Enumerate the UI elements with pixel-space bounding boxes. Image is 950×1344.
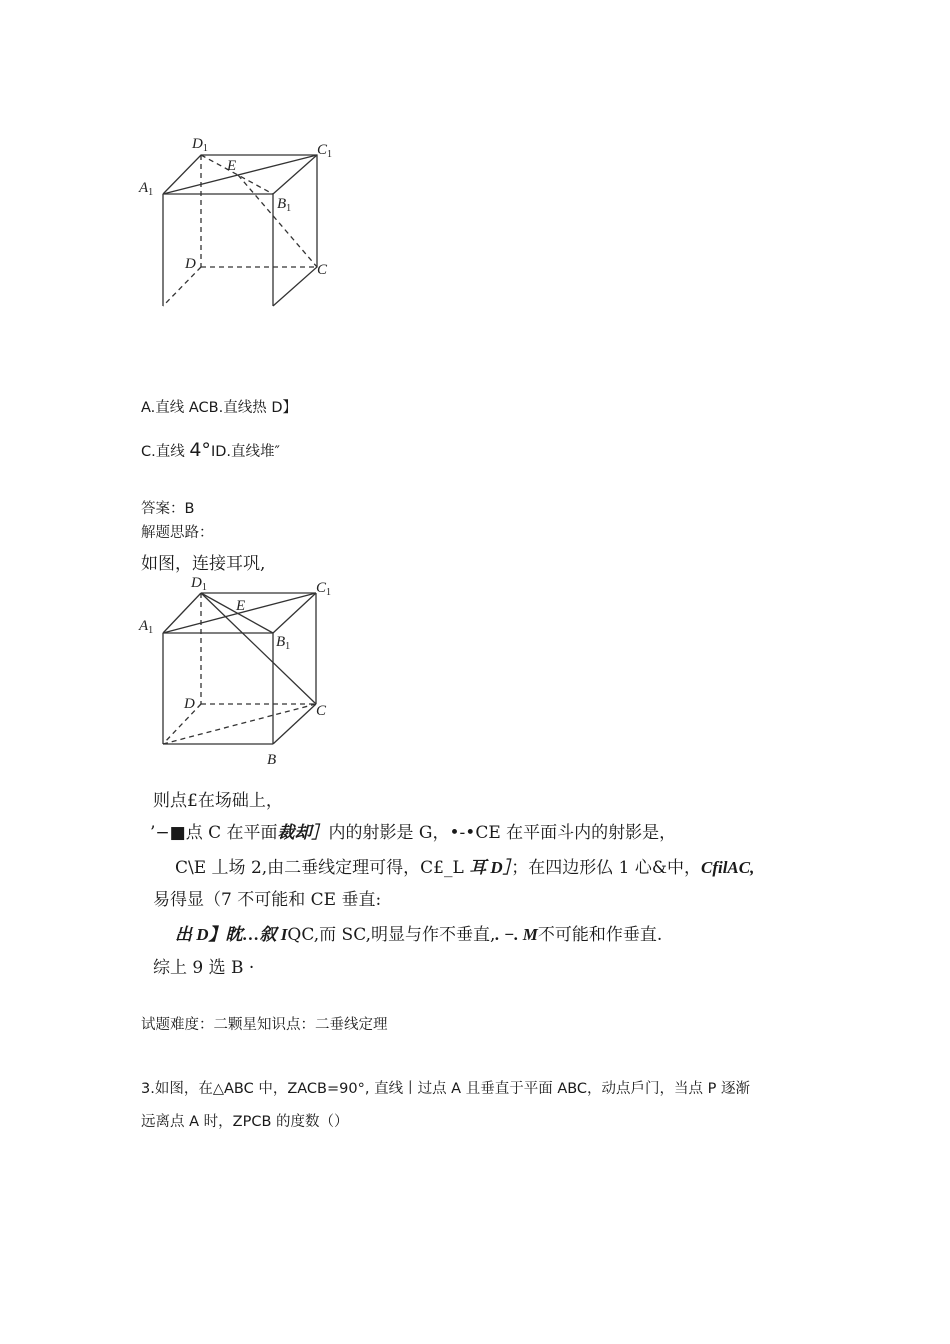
solution-line-2-b: 裁却］	[277, 823, 329, 842]
solution-line-5-c: . −. M	[495, 925, 538, 944]
solution-line-1: 则点£在场础上，	[153, 791, 283, 811]
label-b1: $B_1$	[276, 634, 291, 652]
answer-label: 答案：B	[141, 501, 195, 517]
solution-line-3-c: ；在四边形仏 1 心&中，	[511, 858, 701, 878]
cube2-edge-da	[163, 704, 201, 744]
cube2-edge-a1d1	[163, 593, 201, 633]
label-c: C	[316, 703, 327, 719]
solution-line-3	[175, 853, 754, 878]
option-d-text: ID.直线堆″	[210, 444, 280, 460]
option-c-prefix: C.直线	[141, 444, 190, 460]
cube1-diagonal-a1c1	[163, 155, 317, 194]
solution-line-2-a: ’−■点 C 在平面	[150, 823, 278, 843]
cube-figure-1	[135, 132, 350, 312]
solution-line-3-a: C\E 丄场 2,由二垂线定理可得，C£_L	[175, 858, 470, 878]
solution-line-5-a: 出 D】眈…叙 I	[175, 925, 288, 944]
thinking-label: 解题思路：	[141, 525, 214, 541]
answer-intro: 如图，连接耳巩,	[141, 554, 266, 574]
label-b: B	[267, 752, 277, 768]
label-d: D	[184, 696, 195, 712]
cube1-edge-da	[163, 267, 201, 306]
solution-line-6: 综上 9 选 B ·	[153, 958, 255, 978]
solution-line-3-d: CfilAC,	[700, 858, 755, 877]
solution-line-4: 易得显（7 不可能和 CE 垂直:	[153, 890, 382, 910]
label-e: E	[227, 158, 237, 174]
label-e: E	[236, 598, 246, 614]
solution-line-2	[150, 818, 676, 843]
label-d1: $D_1$	[191, 575, 207, 593]
solution-line-5	[175, 920, 662, 945]
label-d: D	[185, 256, 196, 272]
label-b1: $B_1$	[277, 196, 292, 214]
label-a1: $A_1$	[139, 618, 154, 636]
question3-line-1: 3.如图，在△ABC 中，ZACB=90°, 直线丨过点 A 且垂直于平面 ABC，动点戶门，当点 P 逐渐	[141, 1081, 751, 1097]
cube-figure-2	[135, 570, 350, 770]
option-line-ab: A.直线 ACB.直线热 D】	[141, 400, 298, 416]
label-c1: $C_1$	[316, 580, 332, 598]
label-a1: $A_1$	[139, 180, 154, 198]
cube1-segment-ec	[238, 175, 317, 267]
cube1-diagonal-d1b1	[201, 155, 273, 194]
solution-line-3-b: 耳 D］	[469, 858, 512, 877]
label-d1: $D_1$	[192, 136, 208, 154]
question3-line-2: 远离点 A 时，ZPCB 的度数（）	[141, 1114, 349, 1130]
difficulty-line: 试题难度：二颗星知识点：二垂线定理	[141, 1017, 388, 1033]
solution-line-5-d: 不可能和作垂直.	[537, 925, 663, 945]
solution-line-5-b: QC,而 SC,明显与作不垂直,	[287, 925, 496, 945]
label-c1: $C_1$	[317, 142, 333, 160]
label-c: C	[317, 262, 328, 278]
option-line-cd	[141, 439, 280, 461]
option-c-symbol: 4°	[189, 439, 211, 461]
solution-line-2-c: 内的射影是 G，•-•CE 在平面斗内的射影是，	[328, 823, 677, 843]
